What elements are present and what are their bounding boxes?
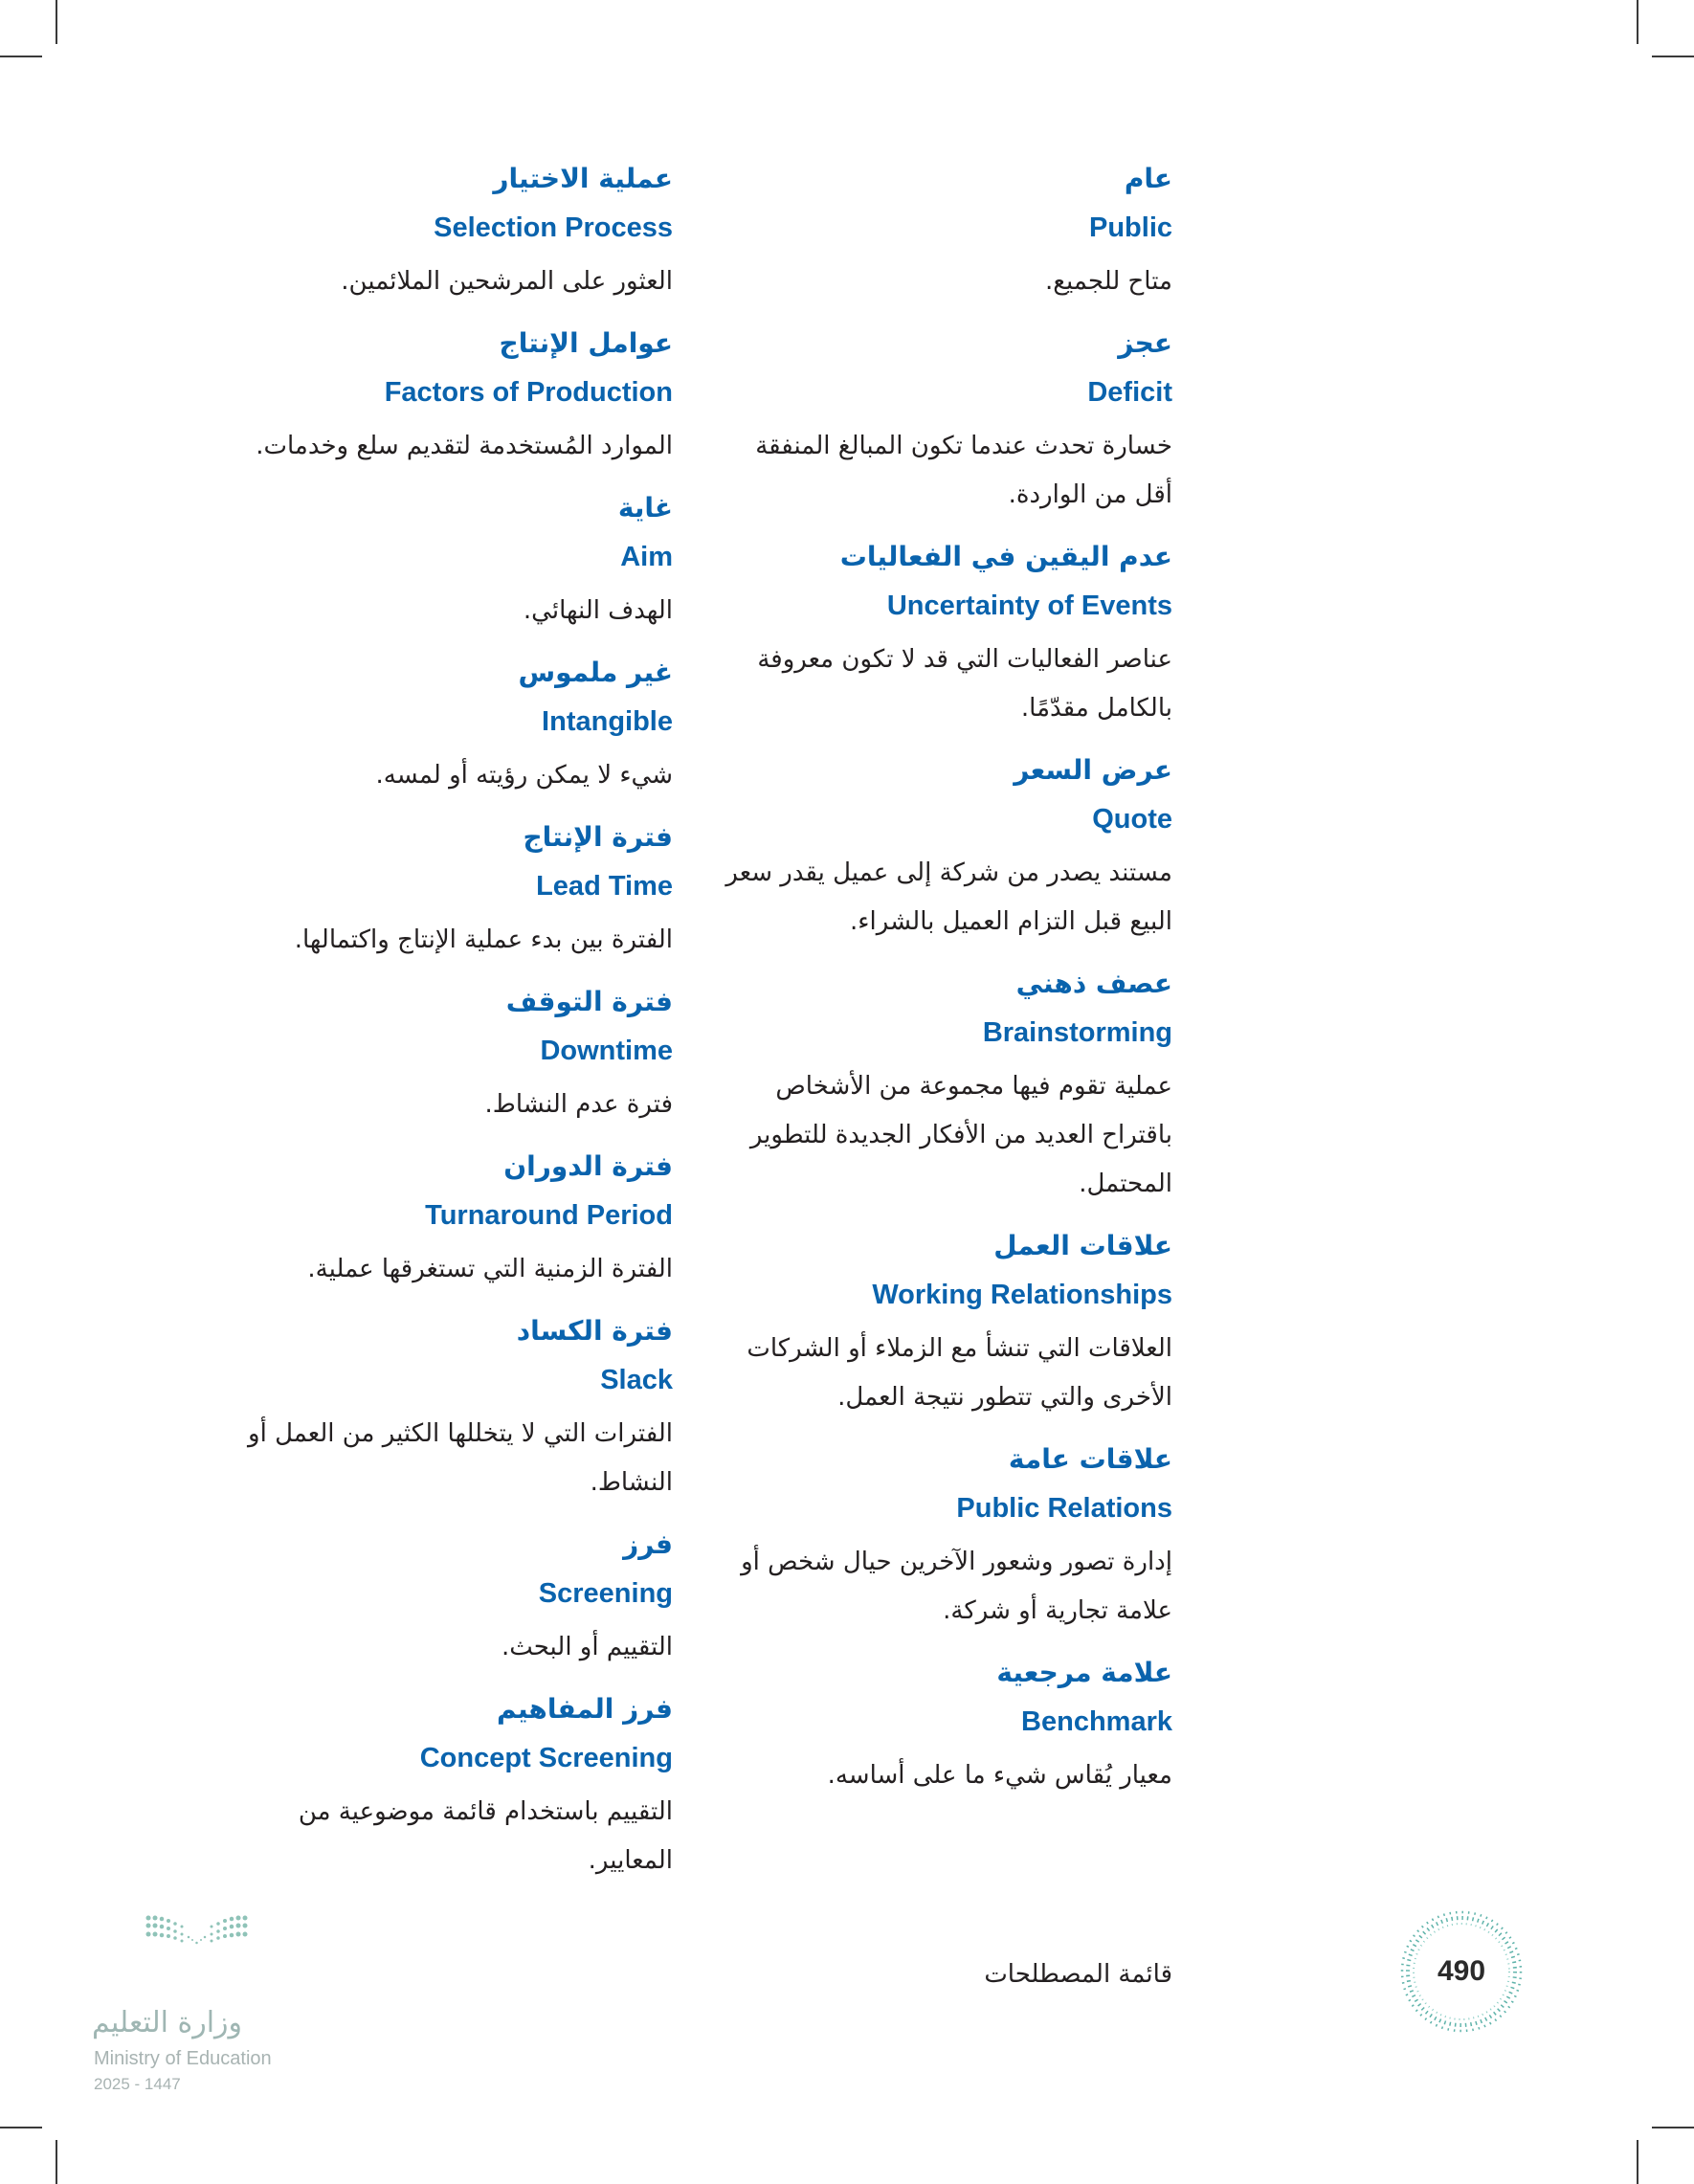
term-arabic: فترة الكساد [516,1315,673,1347]
term-english: Benchmark [1021,1706,1172,1737]
glossary-entry [713,327,1172,520]
term-arabic: عصف ذهني [1015,968,1172,999]
term-english: Uncertainty of Events [886,591,1172,621]
term-definition: العلاقات التي تنشأ مع الزملاء أو الشركات الأخرى والتي تتطور نتيجة العمل. [747,1334,1172,1412]
term-arabic: علامة مرجعية [996,1657,1172,1688]
term-english: Public [1088,212,1172,243]
term-definition: التقييم باستخدام قائمة موضوعية من المعايير. [298,1797,673,1875]
ministry-year: 2025 - 1447 [94,2075,181,2093]
page-number: 490 [1437,1955,1486,1987]
term-definition: التقييم أو البحث. [501,1633,673,1661]
term-english: Lead Time [536,871,673,902]
term-arabic: علاقات عامة [1008,1443,1172,1475]
term-definition: عملية تقوم فيها مجموعة من الأشخاص باقتراح العديد من الأفكار الجديدة للتطوير المحتمل. [749,1072,1172,1198]
term-definition: العثور على المرشحين الملائمين. [341,267,673,296]
term-arabic: فرز [623,1528,673,1560]
term-arabic: علاقات العمل [993,1230,1172,1261]
crop-mark [56,2140,57,2184]
glossary-entry [713,968,1172,1209]
term-english: Deficit [1087,377,1172,408]
term-arabic: عوامل الإنتاج [499,327,673,359]
crop-mark [56,0,57,44]
term-definition: الفترات التي لا يتخللها الكثير من العمل أو النشاط. [248,1419,673,1497]
term-definition: خسارة تحدث عندما تكون المبالغ المنفقة أقل من الواردة. [755,432,1172,509]
term-english: Downtime [540,1036,673,1066]
term-arabic: غير ملموس [518,657,673,688]
glossary-entry [713,1230,1172,1422]
glossary-entry [213,163,673,306]
term-definition: عناصر الفعاليات التي قد لا تكون معروفة بالكامل مقدّمًا. [757,645,1172,723]
term-definition: فترة عدم النشاط. [484,1090,673,1119]
term-arabic: فرز المفاهيم [497,1693,673,1725]
crop-mark [1652,56,1694,57]
term-english: Aim [620,542,673,572]
glossary-entry [213,492,673,635]
glossary-entry [213,1693,673,1885]
term-arabic: عملية الاختيار [493,163,673,194]
ministry-name-english: Ministry of Education [94,2048,272,2069]
glossary-entry [213,657,673,800]
term-english: Concept Screening [419,1743,673,1773]
crop-mark [0,56,42,57]
term-definition: شيء لا يمكن رؤيته أو لمسه. [375,761,673,790]
term-english: Factors of Production [384,377,673,408]
glossary-entry [213,1150,673,1294]
term-arabic: فترة التوقف [505,986,673,1017]
crop-mark [1637,2140,1638,2184]
term-definition: مستند يصدر من شركة إلى عميل يقدر سعر البيع قبل التزام العميل بالشراء. [725,858,1172,936]
ministry-name-arabic: وزارة التعليم [92,2006,243,2039]
glossary-entry [213,1528,673,1672]
term-arabic: غاية [617,492,673,524]
term-arabic: فترة الإنتاج [523,821,673,853]
term-definition: متاح للجميع. [1044,267,1172,296]
term-english: Screening [538,1578,673,1609]
glossary-column-right [713,163,1172,1800]
crop-mark [1652,2127,1694,2128]
term-english: Intangible [542,706,673,737]
glossary-entry [713,1443,1172,1636]
term-english: Quote [1092,804,1172,835]
term-definition: الموارد المُستخدمة لتقديم سلع وخدمات. [256,432,673,460]
term-definition: الفترة الزمنية التي تستغرقها عملية. [307,1255,673,1283]
glossary-entry [713,754,1172,947]
term-english: Selection Process [434,212,673,243]
term-definition: إدارة تصور وشعور الآخرين حيال شخص أو علامة تجارية أو شركة. [741,1548,1172,1625]
term-english: Turnaround Period [425,1200,673,1231]
glossary-entry [713,163,1172,306]
term-english: Slack [600,1365,673,1395]
glossary-entry [213,821,673,965]
term-definition: الفترة بين بدء عملية الإنتاج واكتمالها. [294,925,673,954]
glossary-entry [713,1657,1172,1800]
term-arabic: فترة الدوران [503,1150,673,1182]
term-definition: الهدف النهائي. [523,596,673,625]
term-arabic: عجز [1118,327,1172,359]
glossary-entry [713,541,1172,733]
glossary-entry [213,986,673,1129]
crop-mark [0,2127,42,2128]
ministry-logo-dots-icon [92,1914,302,2010]
term-arabic: عام [1124,163,1172,194]
term-arabic: عدم اليقين في الفعاليات [839,541,1172,572]
section-title: قائمة المصطلحات [984,1960,1172,1989]
term-arabic: عرض السعر [1014,754,1172,786]
glossary-entry [213,1315,673,1507]
term-english: Working Relationships [872,1280,1172,1310]
crop-mark [1637,0,1638,44]
term-english: Brainstorming [982,1017,1172,1048]
term-english: Public Relations [956,1493,1172,1524]
glossary-entry [213,327,673,471]
glossary-column-left [213,163,673,1885]
term-definition: معيار يُقاس شيء ما على أساسه. [827,1761,1172,1790]
page-number-badge [1397,1907,1526,2036]
